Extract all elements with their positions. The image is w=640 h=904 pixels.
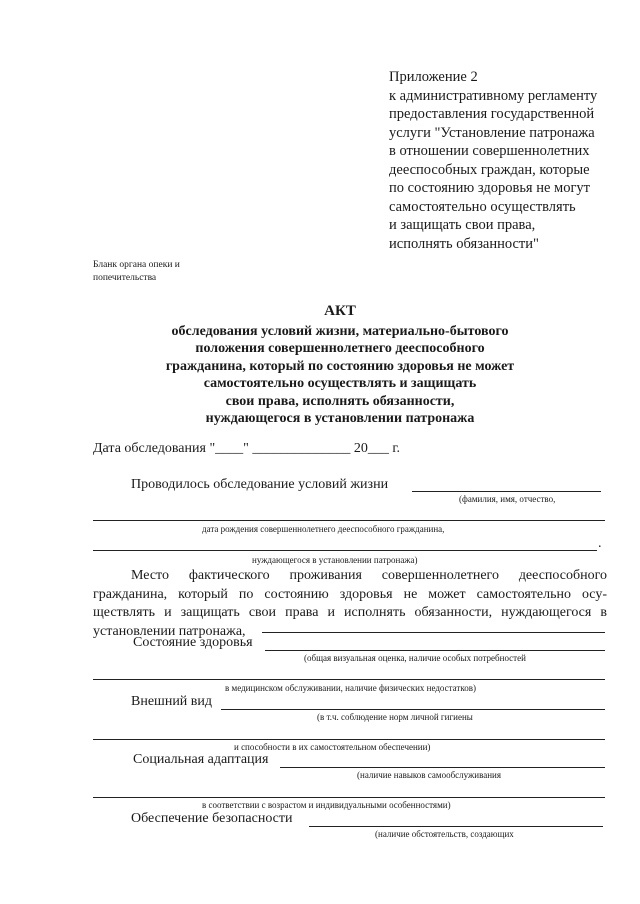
residence-field-line[interactable] [262,632,605,633]
title-line: обследования условий жизни, материально-бытового [171,323,509,339]
blank-label-line: попечительства [93,273,157,283]
hint-appearance-2: и способности в их самостоятельном обеспечении) [234,742,431,752]
hint-health-2: в медицинском обслуживании, наличие физических недостатков) [225,683,477,693]
appendix-line: услуги "Установление патронажа [389,124,595,141]
title-line: гражданина, который по состоянию здоровья не может [165,358,515,374]
appendix-line: предоставления государственной [389,106,595,122]
hint-needing: нуждающегося в установлении патронажа) [252,555,418,565]
residence-paragraph [93,567,607,641]
appendix-line: по состоянию здоровья не могут [389,180,591,196]
adaptation-label: Социальная адаптация [133,752,269,767]
hint-adaptation-2: в соответствии с возрастом и индивидуальными особенностями) [202,800,451,810]
appearance-field-line[interactable] [221,709,605,710]
title-heading: АКТ [324,303,356,319]
appendix-line: исполнять обязанности" [389,235,539,252]
residence-line: Место фактического проживания совершеннолетнего дееспособного [131,568,607,583]
hint-appearance-1: (в т.ч. соблюдение норм личной гигиены [317,712,473,722]
residence-line: ществлять и защищать свои права и исполнять обязанности, нуждающегося в [93,605,607,620]
appendix-line: самостоятельно осуществлять [389,198,576,215]
appendix-note [389,68,597,253]
conducted-label: Проводилось обследование условий жизни [131,477,389,492]
residence-line: гражданина, который по состоянию здоровья не может самостоятельно осу- [93,586,607,602]
hint-birth: дата рождения совершеннолетнего дееспособного гражданина, [202,524,445,534]
hint-safety-1: (наличие обстоятельств, создающих [375,829,514,839]
appendix-line: Приложение 2 [389,69,478,85]
appearance-label: Внешний вид [131,694,213,709]
title-line: свои права, исполнять обязанности, [225,393,455,409]
adaptation-field-line[interactable] [280,767,605,768]
health-field-line-2[interactable] [93,679,605,680]
document-title [0,303,640,428]
appendix-line: к административному регламенту [389,87,598,104]
fio-field-line[interactable] [412,491,601,492]
appendix-line: и защищать свои права, [389,217,536,233]
safety-label: Обеспечение безопасности [131,811,293,826]
birth-field-line[interactable] [93,520,605,521]
appearance-field-line-2[interactable] [93,739,605,740]
health-label: Состояние здоровья [133,635,253,650]
residence-line: установлении патронажа, [93,623,246,639]
title-line: нуждающегося в установлении патронажа [205,411,475,426]
title-line: положения совершеннолетнего дееспособного [195,341,485,356]
safety-field-line[interactable] [309,826,603,827]
hint-fio: (фамилия, имя, отчество, [459,494,556,504]
appendix-line: в отношении совершеннолетних [389,143,590,159]
hint-adaptation-1: (наличие навыков самообслуживания [357,770,501,780]
blank-label-line: Бланк органа опеки и [93,260,180,270]
period-mark: . [598,536,602,551]
appendix-line: дееспособных граждан, которые [389,161,590,178]
blank-label [93,259,180,285]
health-field-line[interactable] [265,650,605,651]
hint-health-1: (общая визуальная оценка, наличие особых потребностей [304,653,526,663]
survey-date-line: Дата обследования "____" ______________ 20___ г. [93,441,401,456]
title-line: самостоятельно осуществлять и защищать [203,376,477,391]
needing-field-line[interactable] [93,550,597,551]
adaptation-field-line-2[interactable] [93,797,605,798]
